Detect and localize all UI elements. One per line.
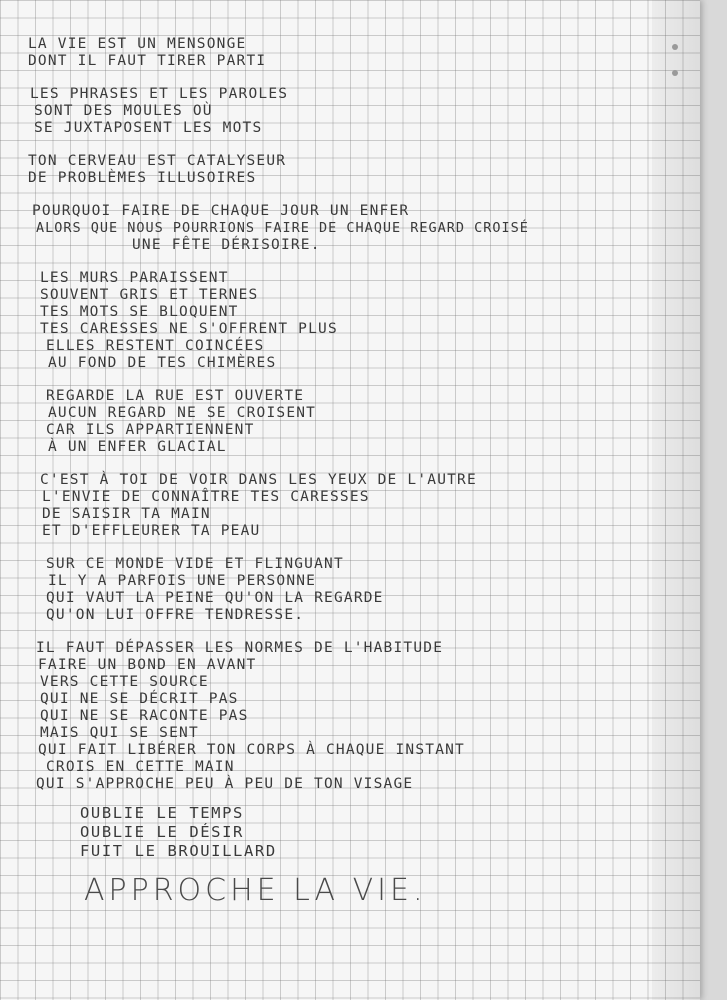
- poem-line: QUI NE SE RACONTE PAS: [40, 708, 249, 724]
- poem-line: MAIS QUI SE SENT: [40, 725, 199, 741]
- poem-line: LA VIE EST UN MENSONGE: [28, 36, 247, 52]
- poem-line: SOUVENT GRIS ET TERNES: [40, 287, 259, 303]
- poem-line: QUI S'APPROCHE PEU À PEU DE TON VISAGE: [36, 776, 414, 792]
- poem-line: À UN ENFER GLACIAL: [48, 439, 227, 455]
- poem-line: SONT DES MOULES OÙ: [34, 103, 213, 119]
- poem-line: FAIRE UN BOND EN AVANT: [38, 657, 257, 673]
- poem-line: AUCUN REGARD NE SE CROISENT: [48, 405, 317, 421]
- poem-closing-line: APPROCHE LA VIE.: [84, 873, 427, 908]
- poem-line: IL FAUT DÉPASSER LES NORMES DE L'HABITUDE: [36, 640, 444, 656]
- poem-line: L'ENVIE DE CONNAÎTRE TES CARESSES: [42, 489, 370, 505]
- poem-line: QUI VAUT LA PEINE QU'ON LA REGARDE: [46, 590, 384, 606]
- poem-line: OUBLIE LE TEMPS: [80, 804, 244, 822]
- poem-line: LES PHRASES ET LES PAROLES: [30, 86, 289, 102]
- poem-line: CROIS EN CETTE MAIN: [46, 759, 235, 775]
- poem-line: SE JUXTAPOSENT LES MOTS: [34, 120, 263, 136]
- poem-line: IL Y A PARFOIS UNE PERSONNE: [48, 573, 317, 589]
- poem-line: C'EST À TOI DE VOIR DANS LES YEUX DE L'AUTRE: [40, 472, 477, 488]
- poem-line: REGARDE LA RUE EST OUVERTE: [46, 388, 305, 404]
- poem-line: ET D'EFFLEURER TA PEAU: [42, 523, 261, 539]
- poem-line: LES MURS PARAISSENT: [40, 270, 229, 286]
- poem-line: SUR CE MONDE VIDE ET FLINGUANT: [46, 556, 344, 572]
- poem-line: AU FOND DE TES CHIMÈRES: [48, 355, 277, 371]
- poem-line: VERS CETTE SOURCE: [40, 674, 209, 690]
- poem-line: QUI FAIT LIBÉRER TON CORPS À CHAQUE INSTANT: [38, 742, 465, 758]
- poem-line: DONT IL FAUT TIRER PARTI: [28, 53, 267, 69]
- poem-line: QUI NE SE DÉCRIT PAS: [40, 691, 239, 707]
- poem-line: ELLES RESTENT COINCÉES: [46, 338, 265, 354]
- poem-line: TES MOTS SE BLOQUENT: [40, 304, 239, 320]
- poem-line: POURQUOI FAIRE DE CHAQUE JOUR UN ENFER: [32, 203, 410, 219]
- poem-line: DE SAISIR TA MAIN: [42, 506, 211, 522]
- poem-line: UNE FÊTE DÉRISOIRE.: [132, 237, 321, 253]
- punch-hole-mark: [672, 70, 678, 76]
- poem-line: ALORS QUE NOUS POURRIONS FAIRE DE CHAQUE REGARD CROISÉ: [36, 220, 529, 236]
- punch-hole-mark: [672, 44, 678, 50]
- poem-line: TON CERVEAU EST CATALYSEUR: [28, 153, 287, 169]
- poem-line: DE PROBLÈMES ILLUSOIRES: [28, 170, 257, 186]
- poem-line: FUIT LE BROUILLARD: [80, 842, 277, 860]
- poem-line: QU'ON LUI OFFRE TENDRESSE.: [46, 607, 305, 623]
- poem-line: CAR ILS APPARTIENNENT: [46, 422, 255, 438]
- poem-line: TES CARESSES NE S'OFFRENT PLUS: [40, 321, 338, 337]
- poem-line: OUBLIE LE DÉSIR: [80, 823, 244, 841]
